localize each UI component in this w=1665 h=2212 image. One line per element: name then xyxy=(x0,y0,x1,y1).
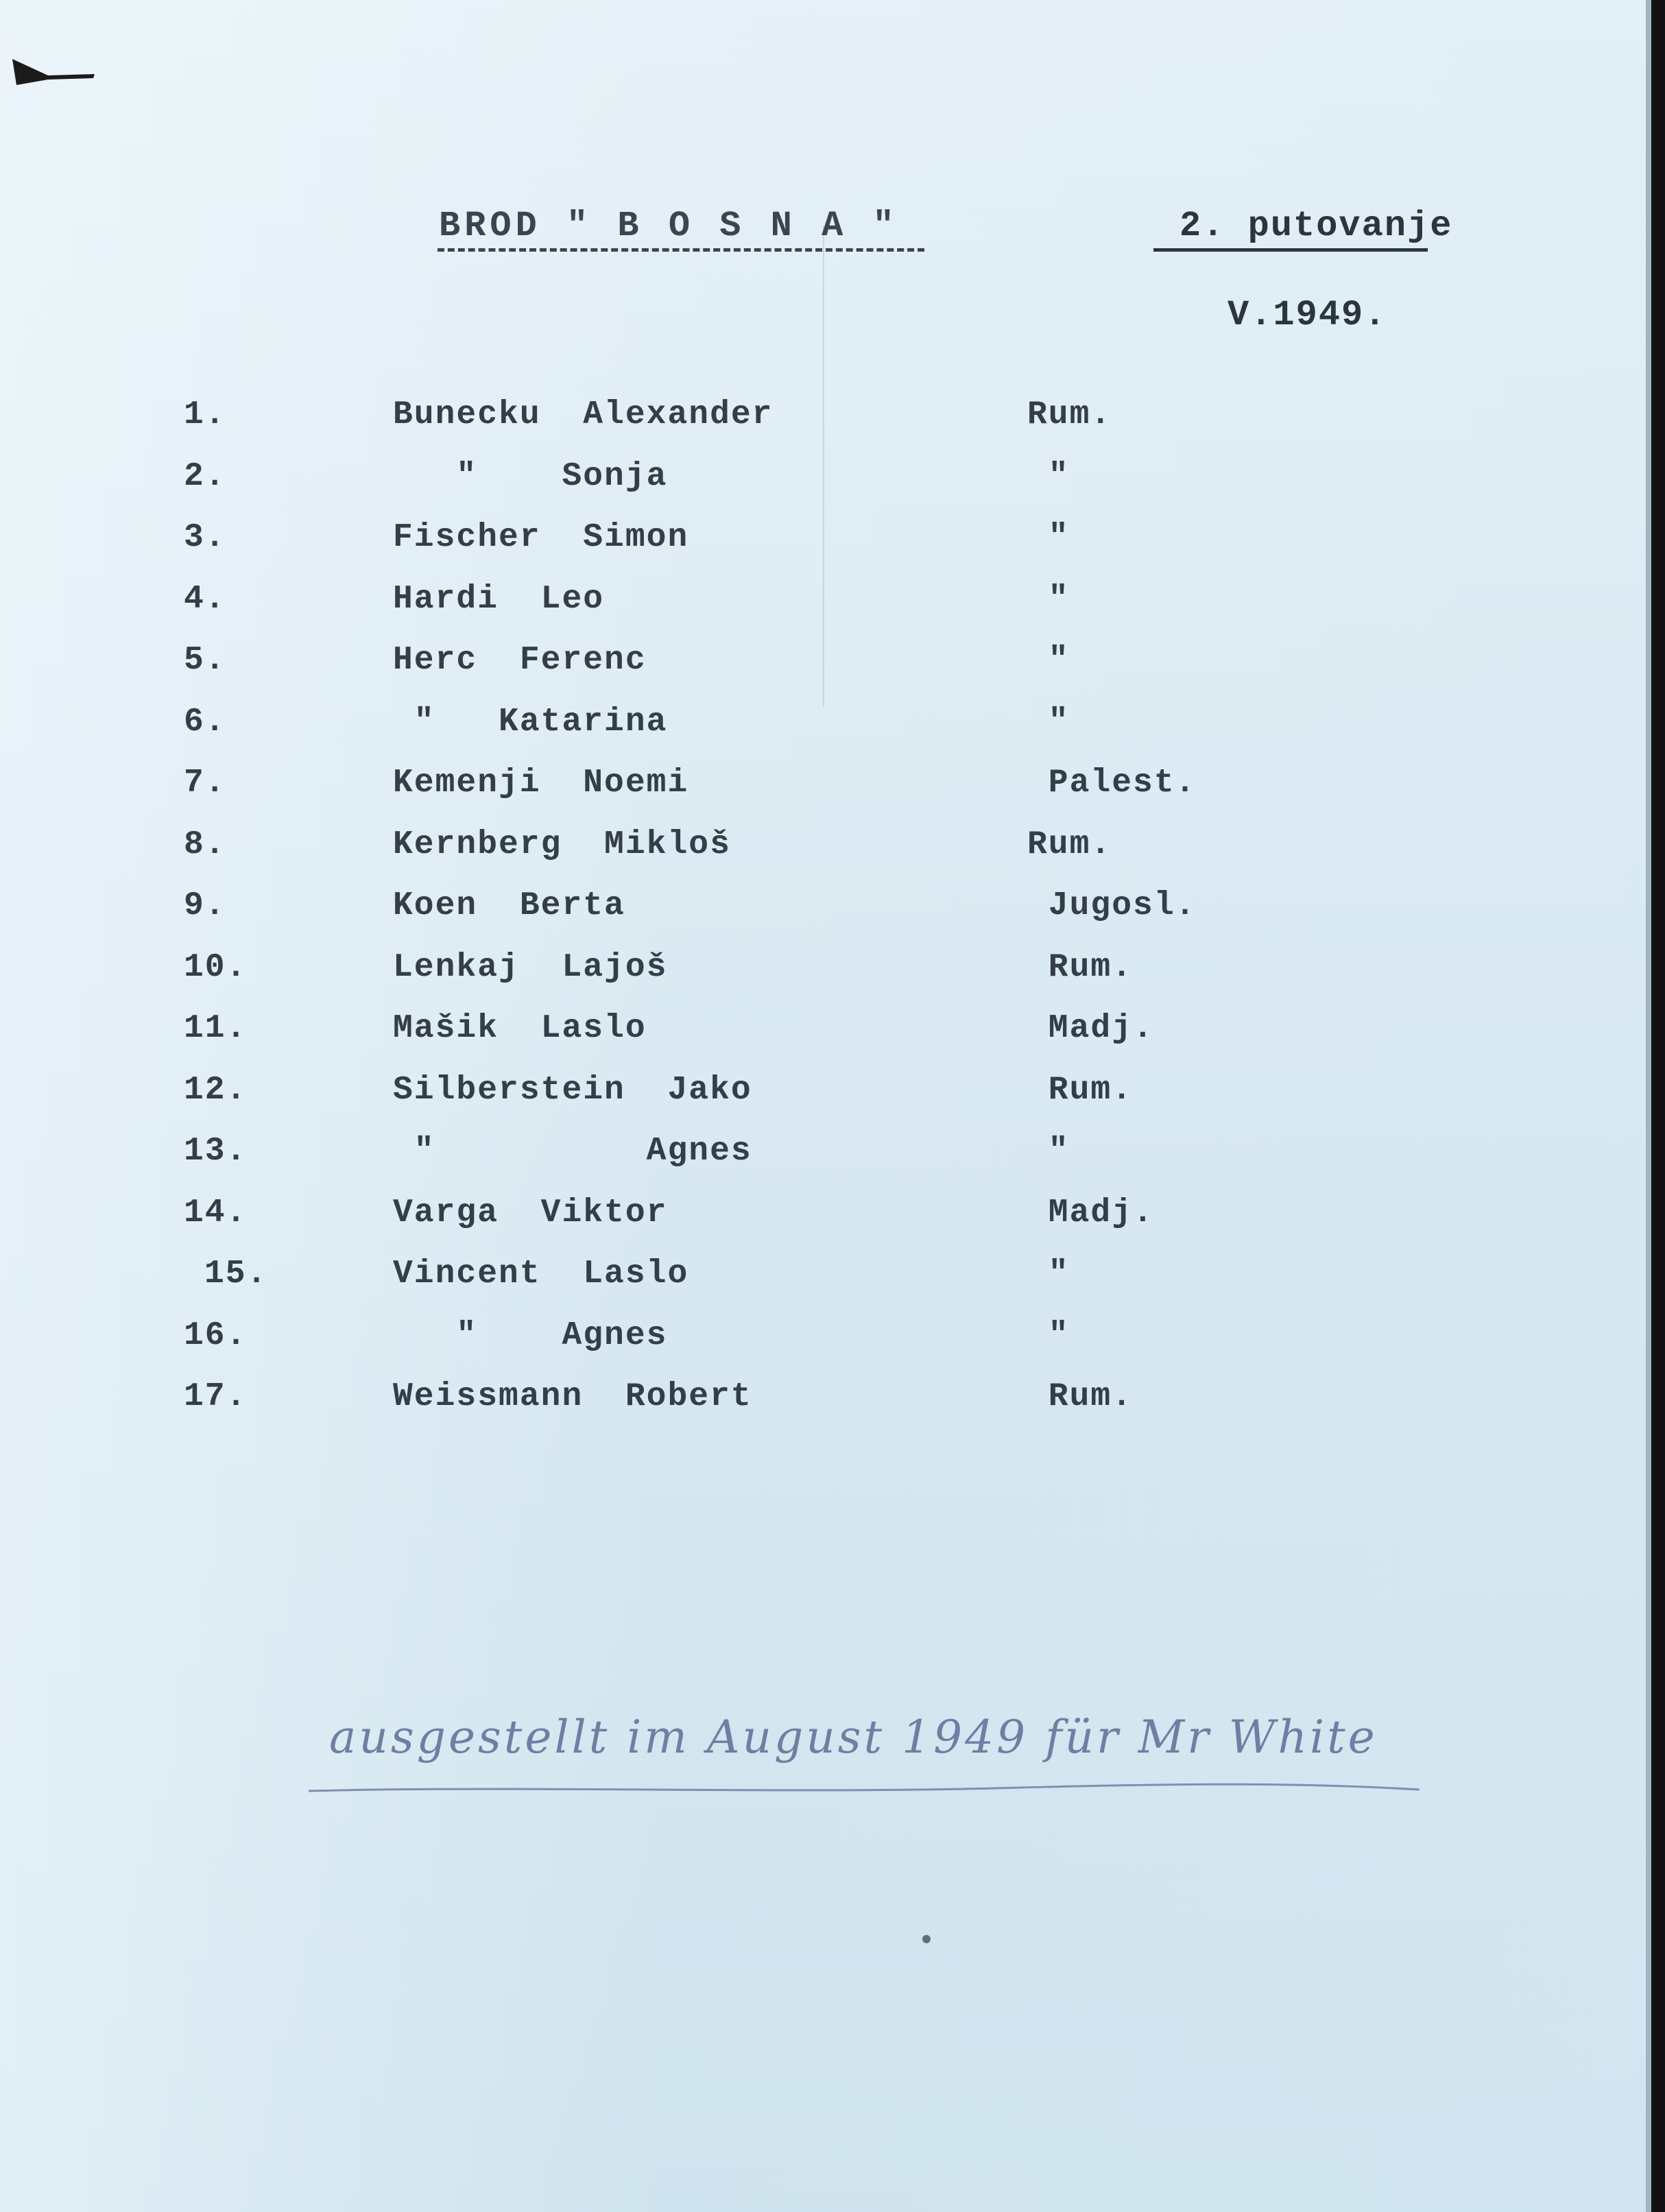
passenger-name: " Agnes xyxy=(393,1133,752,1170)
row-number: 16. xyxy=(184,1317,248,1354)
list-item xyxy=(0,1255,1371,1303)
passenger-name: Lenkaj Lajoš xyxy=(393,949,668,986)
nationality: Madj. xyxy=(1027,1010,1154,1047)
list-item xyxy=(0,458,1371,506)
passenger-name: Silberstein Jako xyxy=(393,1072,752,1109)
nationality: Rum. xyxy=(1027,949,1134,986)
title-underline xyxy=(438,248,924,254)
corner-arrow-mark xyxy=(7,55,96,88)
list-item xyxy=(0,519,1371,567)
document-date: V.1949. xyxy=(1227,295,1387,335)
passenger-name: Kemenji Noemi xyxy=(393,765,689,802)
nationality: " xyxy=(1027,581,1070,618)
list-item xyxy=(0,1378,1371,1426)
row-number: 11. xyxy=(184,1010,248,1047)
passenger-name: " Katarina xyxy=(393,704,668,741)
passenger-name: Kernberg Mikloš xyxy=(393,826,731,863)
row-number: 13. xyxy=(184,1133,248,1170)
row-number: 15. xyxy=(204,1255,268,1293)
list-item xyxy=(0,1133,1371,1181)
scan-edge xyxy=(1651,0,1665,2212)
trip-underline xyxy=(1153,248,1428,252)
row-number: 7. xyxy=(184,765,226,802)
list-item xyxy=(0,642,1371,690)
nationality: Palest. xyxy=(1027,765,1197,802)
nationality: " xyxy=(1027,1317,1070,1354)
ink-dot xyxy=(922,1935,931,1943)
row-number: 3. xyxy=(184,519,226,556)
nationality: Rum. xyxy=(1027,396,1112,433)
row-number: 2. xyxy=(184,458,226,495)
list-item xyxy=(0,1194,1371,1242)
passenger-name: Weissmann Robert xyxy=(393,1378,752,1415)
list-item xyxy=(0,826,1371,874)
nationality: " xyxy=(1027,642,1070,679)
row-number: 6. xyxy=(184,704,226,741)
passenger-name: Herc Ferenc xyxy=(393,642,647,679)
list-item xyxy=(0,949,1371,997)
list-item xyxy=(0,1317,1371,1365)
nationality: " xyxy=(1027,519,1070,556)
passenger-name: Bunecku Alexander xyxy=(393,396,774,433)
list-item xyxy=(0,765,1371,813)
row-number: 5. xyxy=(184,642,226,679)
list-item xyxy=(0,704,1371,752)
trip-label: 2. putovanje xyxy=(1179,206,1453,246)
row-number: 10. xyxy=(184,949,248,986)
nationality: " xyxy=(1027,458,1070,495)
nationality: " xyxy=(1027,704,1070,741)
row-number: 12. xyxy=(184,1072,248,1109)
nationality: Jugosl. xyxy=(1027,887,1197,924)
document-title: BROD " B O S N A " xyxy=(439,206,898,246)
nationality: Rum. xyxy=(1027,1378,1134,1415)
passenger-name: " Agnes xyxy=(393,1317,668,1354)
scan-edge-shadow xyxy=(1646,0,1651,2212)
passenger-name: Hardi Leo xyxy=(393,581,605,618)
list-item xyxy=(0,396,1371,444)
row-number: 17. xyxy=(184,1378,248,1415)
list-item xyxy=(0,1072,1371,1120)
row-number: 14. xyxy=(184,1194,248,1231)
list-item xyxy=(0,581,1371,629)
handwritten-note: ausgestellt im August 1949 für Mr White xyxy=(329,1711,1378,1764)
list-item xyxy=(0,1010,1371,1058)
passenger-name: " Sonja xyxy=(393,458,668,495)
row-number: 8. xyxy=(184,826,226,863)
passenger-name: Mašik Laslo xyxy=(393,1010,647,1047)
list-item xyxy=(0,887,1371,935)
nationality: Madj. xyxy=(1027,1194,1154,1231)
row-number: 9. xyxy=(184,887,226,924)
passenger-name: Koen Berta xyxy=(393,887,625,924)
nationality: " xyxy=(1027,1133,1070,1170)
passenger-name: Fischer Simon xyxy=(393,519,689,556)
handwritten-underline xyxy=(309,1776,1420,1803)
nationality: Rum. xyxy=(1027,1072,1134,1109)
passenger-name: Varga Viktor xyxy=(393,1194,668,1231)
row-number: 1. xyxy=(184,396,226,433)
nationality: Rum. xyxy=(1027,826,1112,863)
nationality: " xyxy=(1027,1255,1070,1293)
passenger-name: Vincent Laslo xyxy=(393,1255,689,1293)
row-number: 4. xyxy=(184,581,226,618)
